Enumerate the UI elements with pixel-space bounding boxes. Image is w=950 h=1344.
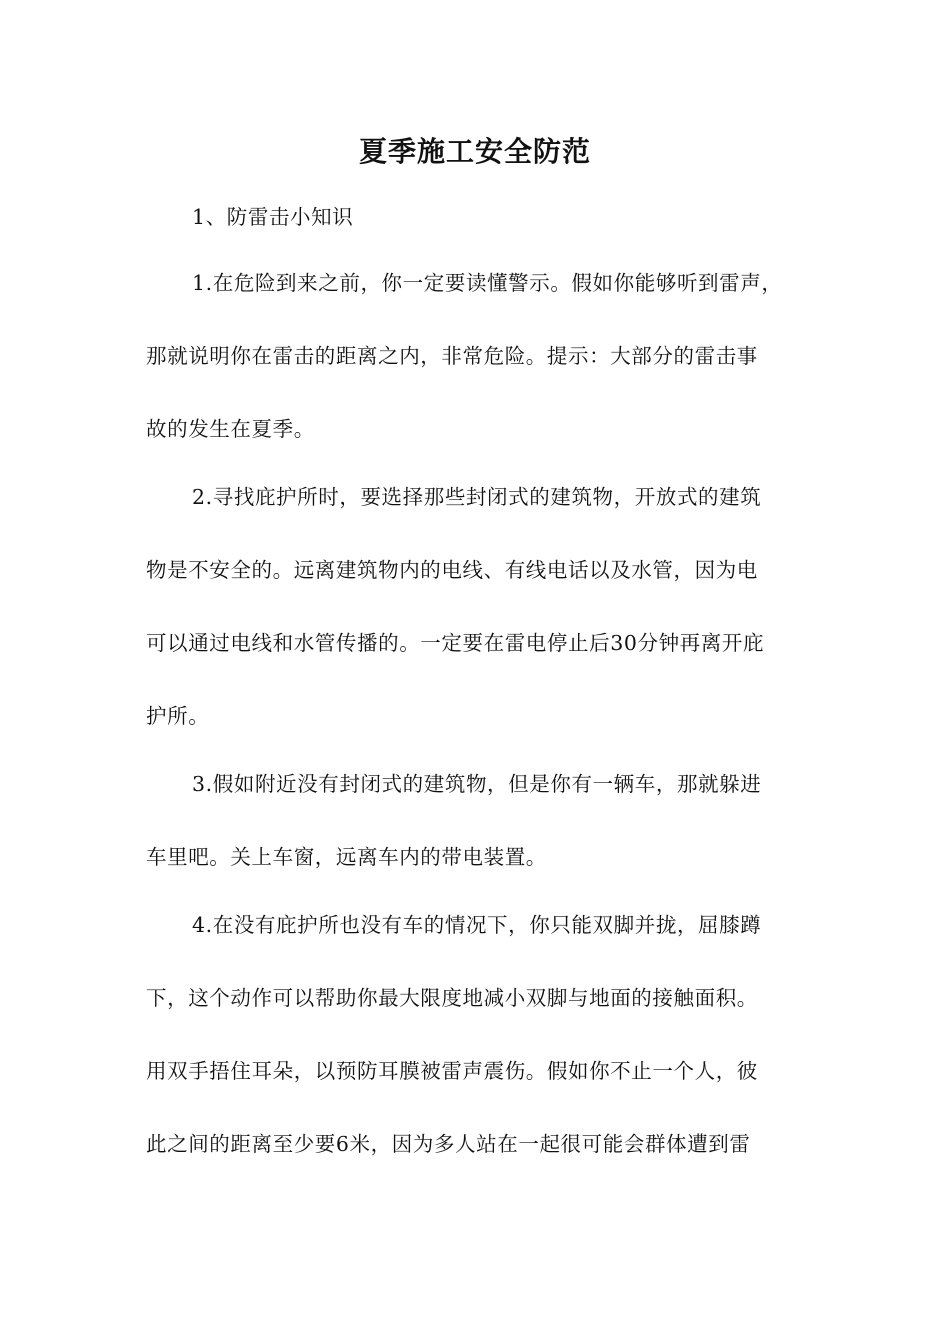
paragraph-line: 1.在危险到来之前，你一定要读懂警示。假如你能够听到雷声， [192,271,783,295]
paragraph-line: 此之间的距离至少要6米，因为多人站在一起很可能会群体遭到雷 [146,1132,751,1156]
paragraph-line: 故的发生在夏季。 [146,417,315,441]
paragraph-line: 用双手捂住耳朵，以预防耳膜被雷声震伤。假如你不止一个人，彼 [146,1059,758,1083]
paragraph-line: 2.寻找庇护所时，要选择那些封闭式的建筑物，开放式的建筑 [192,485,762,509]
paragraph-line: 物是不安全的。远离建筑物内的电线、有线电话以及水管，因为电 [146,558,758,582]
document-title: 夏季施工安全防范 [358,135,591,168]
paragraph-line: 3.假如附近没有封闭式的建筑物，但是你有一辆车，那就躲进 [192,772,762,796]
paragraph-line: 护所。 [146,704,210,728]
section-heading: 1、防雷击小知识 [192,205,354,229]
paragraph-line: 4.在没有庇护所也没有车的情况下，你只能双脚并拢，屈膝蹲 [192,913,762,937]
paragraph-line: 可以通过电线和水管传播的。一定要在雷电停止后30分钟再离开庇 [146,631,765,655]
paragraph-line: 车里吧。关上车窗，远离车内的带电装置。 [146,845,547,869]
paragraph-line: 下，这个动作可以帮助你最大限度地减小双脚与地面的接触面积。 [146,986,758,1010]
paragraph-line: 那就说明你在雷击的距离之内，非常危险。提示：大部分的雷击事 [146,344,758,368]
